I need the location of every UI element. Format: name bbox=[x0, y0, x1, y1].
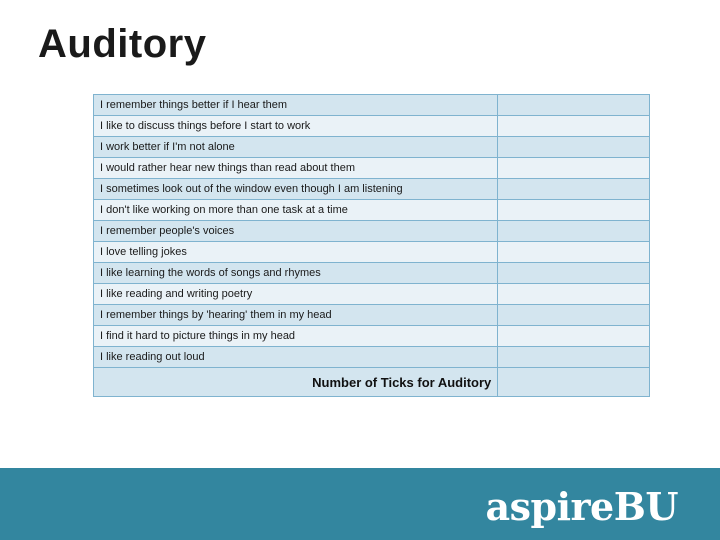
statement-cell: I find it hard to picture things in my head bbox=[94, 326, 498, 347]
statement-cell: I work better if I'm not alone bbox=[94, 137, 498, 158]
statement-cell: I remember people's voices bbox=[94, 221, 498, 242]
statement-cell: I would rather hear new things than read about them bbox=[94, 158, 498, 179]
page-title: Auditory bbox=[38, 22, 207, 66]
total-row bbox=[94, 368, 650, 397]
table-row bbox=[94, 284, 650, 305]
tick-cell[interactable] bbox=[498, 284, 650, 305]
table-row bbox=[94, 158, 650, 179]
table-row bbox=[94, 242, 650, 263]
total-count-cell[interactable] bbox=[498, 368, 650, 397]
tick-cell[interactable] bbox=[498, 326, 650, 347]
tick-cell[interactable] bbox=[498, 200, 650, 221]
tick-cell[interactable] bbox=[498, 179, 650, 200]
tick-cell[interactable] bbox=[498, 305, 650, 326]
tick-cell[interactable] bbox=[498, 242, 650, 263]
statement-cell: I remember things by 'hearing' them in my head bbox=[94, 305, 498, 326]
table-row bbox=[94, 179, 650, 200]
table-row bbox=[94, 305, 650, 326]
tick-cell[interactable] bbox=[498, 95, 650, 116]
tick-cell[interactable] bbox=[498, 158, 650, 179]
table-row bbox=[94, 200, 650, 221]
statement-cell: I like reading out loud bbox=[94, 347, 498, 368]
auditory-checklist-table bbox=[93, 94, 650, 397]
table-row bbox=[94, 326, 650, 347]
statement-cell: I like learning the words of songs and rhymes bbox=[94, 263, 498, 284]
aspirebu-logo: aspireBU bbox=[485, 484, 678, 529]
total-label: Number of Ticks for Auditory bbox=[94, 368, 498, 397]
table-row bbox=[94, 347, 650, 368]
tick-cell[interactable] bbox=[498, 221, 650, 242]
table-row bbox=[94, 263, 650, 284]
table-row bbox=[94, 116, 650, 137]
footer-bar bbox=[0, 468, 720, 540]
tick-cell[interactable] bbox=[498, 116, 650, 137]
table-row bbox=[94, 137, 650, 158]
statement-cell: I sometimes look out of the window even though I am listening bbox=[94, 179, 498, 200]
statement-cell: I don't like working on more than one task at a time bbox=[94, 200, 498, 221]
tick-cell[interactable] bbox=[498, 137, 650, 158]
tick-cell[interactable] bbox=[498, 347, 650, 368]
statement-cell: I like to discuss things before I start to work bbox=[94, 116, 498, 137]
statement-cell: I remember things better if I hear them bbox=[94, 95, 498, 116]
statement-cell: I like reading and writing poetry bbox=[94, 284, 498, 305]
table-row bbox=[94, 221, 650, 242]
table-row bbox=[94, 95, 650, 116]
statement-cell: I love telling jokes bbox=[94, 242, 498, 263]
tick-cell[interactable] bbox=[498, 263, 650, 284]
